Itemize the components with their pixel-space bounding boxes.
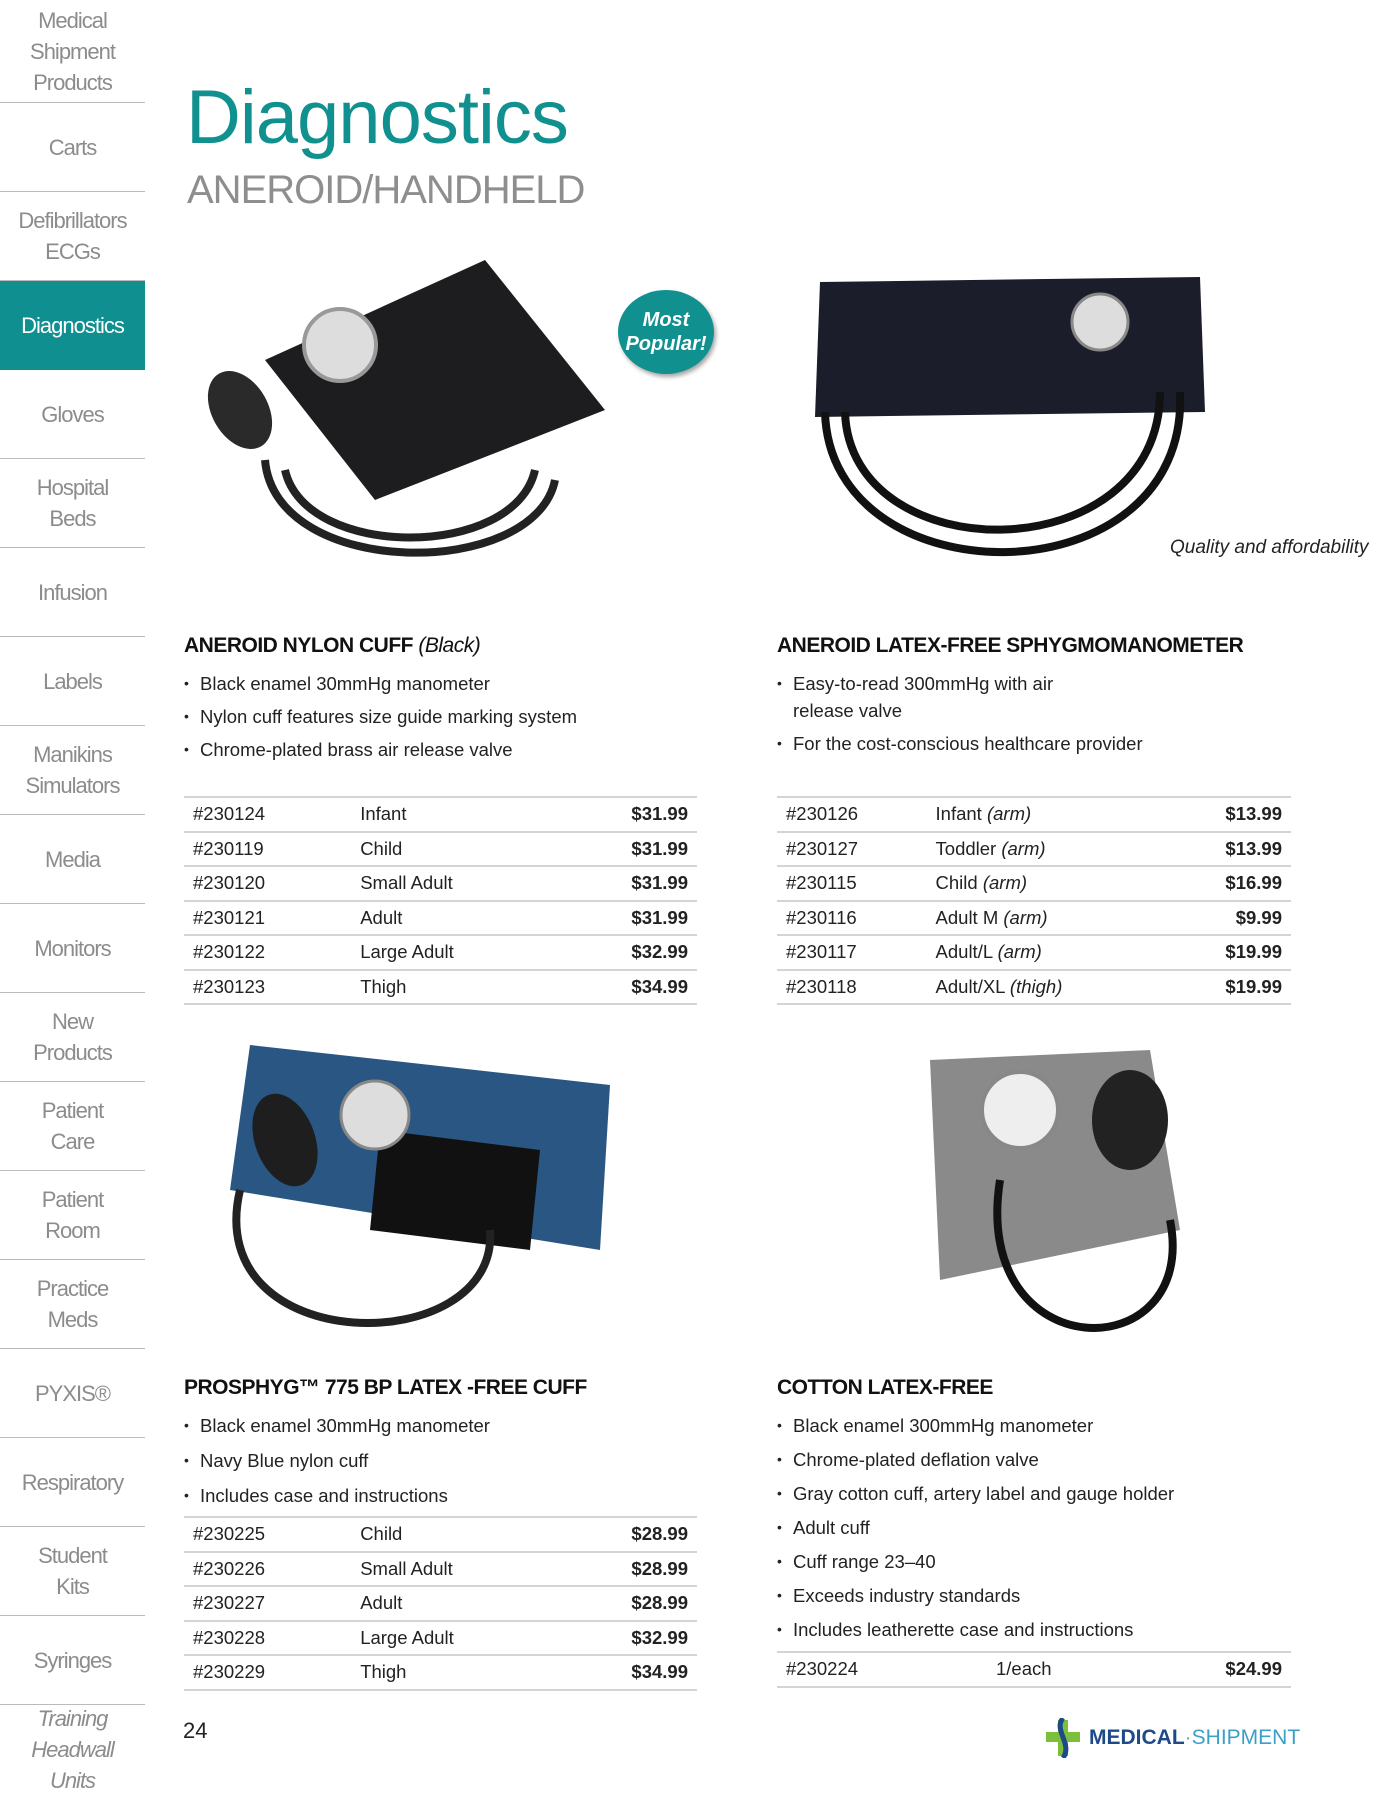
table-row: #230116 Adult M (arm) $9.99 bbox=[777, 901, 1291, 936]
bullet: • For the cost-conscious healthcare provider bbox=[777, 730, 1297, 757]
sidebar-item-carts[interactable]: Carts bbox=[0, 103, 145, 192]
price-table-prosphyg bbox=[184, 1516, 697, 1691]
product-prosphyg bbox=[184, 1376, 704, 1509]
bullet: • Chrome-plated brass air release valve bbox=[184, 736, 704, 763]
bullet: • Exceeds industry standards bbox=[777, 1582, 1297, 1609]
sidebar-item-hospital-beds[interactable]: Hospital Beds bbox=[0, 459, 145, 548]
bullet: • Easy-to-read 300mmHg with air release valve bbox=[777, 670, 1057, 724]
product-title: ANEROID NYLON CUFF (Black) bbox=[184, 634, 481, 657]
bullet: • Includes case and instructions bbox=[184, 1482, 704, 1509]
sidebar-item-syringes[interactable]: Syringes bbox=[0, 1616, 145, 1705]
product-cotton-latex-free bbox=[777, 1376, 1297, 1643]
sidebar-item-diagnostics[interactable]: Diagnostics bbox=[0, 281, 145, 370]
table-row: #230119 Child $31.99 bbox=[184, 832, 697, 867]
bullet: • Chrome-plated deflation valve bbox=[777, 1446, 1297, 1473]
bullet: • Navy Blue nylon cuff bbox=[184, 1447, 704, 1474]
bullet: • Adult cuff bbox=[777, 1514, 1297, 1541]
price-table-cotton bbox=[777, 1651, 1291, 1688]
table-row: #230121 Adult $31.99 bbox=[184, 901, 697, 936]
sidebar-item-training-headwall-units[interactable]: Training Headwall Units bbox=[31, 1706, 114, 1793]
table-row: #230127 Toddler (arm) $13.99 bbox=[777, 832, 1291, 867]
bullet: • Cuff range 23–40 bbox=[777, 1548, 1297, 1575]
table-row: #230122 Large Adult $32.99 bbox=[184, 935, 697, 970]
table-row: #230123 Thigh $34.99 bbox=[184, 970, 697, 1005]
sidebar-nav bbox=[0, 0, 145, 1800]
medical-shipment-logo: MEDICAL·SHIPMENT bbox=[1045, 1718, 1300, 1758]
table-row: #230225 Child $28.99 bbox=[184, 1517, 697, 1552]
sidebar-item-patient-room[interactable]: Patient Room bbox=[0, 1171, 145, 1260]
table-row: #230124 Infant $31.99 bbox=[184, 797, 697, 832]
sidebar-item-patient-care[interactable]: Patient Care bbox=[0, 1082, 145, 1171]
product-image-latex-free-sphyg bbox=[810, 272, 1210, 592]
sidebar-item-student-kits[interactable]: Student Kits bbox=[0, 1527, 145, 1616]
product-latex-free-sphyg bbox=[777, 634, 1297, 757]
sidebar-item-monitors[interactable]: Monitors bbox=[0, 904, 145, 993]
page-subtitle: ANEROID/HANDHELD bbox=[187, 168, 585, 212]
sidebar-item-practice-meds[interactable]: Practice Meds bbox=[0, 1260, 145, 1349]
table-row: #230226 Small Adult $28.99 bbox=[184, 1552, 697, 1587]
page-title: Diagnostics bbox=[186, 75, 568, 160]
page-number: 24 bbox=[183, 1718, 208, 1743]
table-row: #230117 Adult/L (arm) $19.99 bbox=[777, 935, 1291, 970]
cross-logo-icon bbox=[1045, 1718, 1081, 1758]
quality-note: Quality and affordability bbox=[1170, 537, 1369, 558]
product-title: ANEROID LATEX-FREE SPHYGMOMANOMETER bbox=[777, 634, 1244, 657]
most-popular-badge: Most Popular! bbox=[618, 290, 714, 374]
price-table-latex-free-sphyg bbox=[777, 796, 1291, 1005]
sidebar-item-defibrillators[interactable]: Defibrillators ECGs bbox=[0, 192, 145, 281]
bullet: • Includes leatherette case and instructions bbox=[777, 1616, 1297, 1643]
table-row: #230224 1/each $24.99 bbox=[777, 1652, 1291, 1687]
bullet: • Nylon cuff features size guide marking system bbox=[184, 703, 704, 730]
sidebar-item-pyxis[interactable]: PYXIS® bbox=[0, 1349, 145, 1438]
table-row: #230126 Infant (arm) $13.99 bbox=[777, 797, 1291, 832]
table-row: #230120 Small Adult $31.99 bbox=[184, 866, 697, 901]
bullet: • Black enamel 30mmHg manometer bbox=[184, 1412, 704, 1439]
table-row: #230118 Adult/XL (thigh) $19.99 bbox=[777, 970, 1291, 1005]
sidebar-item-media[interactable]: Media bbox=[0, 815, 145, 904]
sidebar-item-manikins[interactable]: Manikins Simulators bbox=[0, 726, 145, 815]
table-row: #230227 Adult $28.99 bbox=[184, 1586, 697, 1621]
sidebar-item-infusion[interactable]: Infusion bbox=[0, 548, 145, 637]
table-row: #230229 Thigh $34.99 bbox=[184, 1655, 697, 1690]
price-table-nylon-cuff bbox=[184, 796, 697, 1005]
sidebar-item-new-products[interactable]: New Products bbox=[0, 993, 145, 1082]
product-title: COTTON LATEX-FREE bbox=[777, 1376, 993, 1399]
product-nylon-cuff bbox=[184, 634, 704, 763]
table-row: #230115 Child (arm) $16.99 bbox=[777, 866, 1291, 901]
sidebar-item-gloves[interactable]: Gloves bbox=[0, 370, 145, 459]
sidebar-item-respiratory[interactable]: Respiratory bbox=[0, 1438, 145, 1527]
product-image-nylon-cuff bbox=[195, 260, 615, 580]
bullet: • Gray cotton cuff, artery label and gauge holder bbox=[777, 1480, 1297, 1507]
product-image-cotton-cuff bbox=[910, 1040, 1210, 1360]
bullet: • Black enamel 30mmHg manometer bbox=[184, 670, 704, 697]
sidebar-item-labels[interactable]: Labels bbox=[0, 637, 145, 726]
product-title: PROSPHYG™ 775 BP LATEX -FREE CUFF bbox=[184, 1376, 587, 1399]
table-row: #230228 Large Adult $32.99 bbox=[184, 1621, 697, 1656]
product-image-prosphyg bbox=[200, 1040, 620, 1340]
bullet: • Black enamel 300mmHg manometer bbox=[777, 1412, 1297, 1439]
sidebar-item-medical-shipment-products[interactable]: Medical Shipment Products bbox=[0, 0, 145, 103]
